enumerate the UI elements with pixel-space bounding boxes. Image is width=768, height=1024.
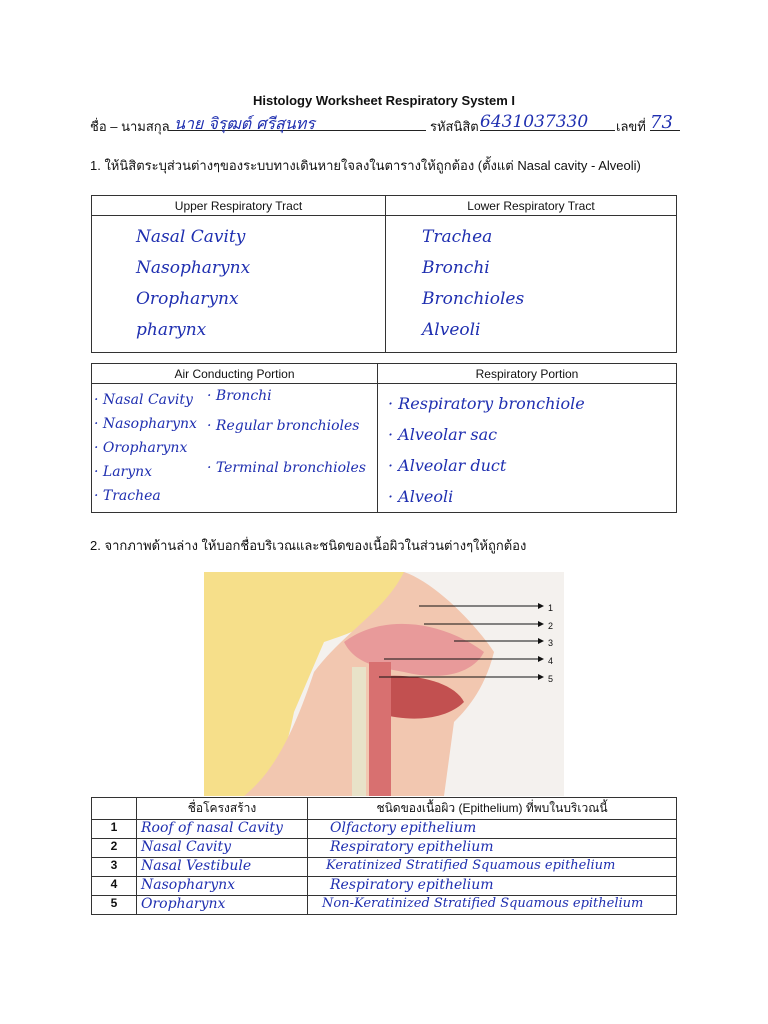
lower-item: Trachea bbox=[422, 227, 493, 247]
resp-item: · Alveolar duct bbox=[388, 456, 507, 475]
header-lower: Lower Respiratory Tract bbox=[386, 196, 677, 216]
lower-item: Alveoli bbox=[422, 320, 481, 340]
structure-cell: Nasal Vestibule bbox=[137, 858, 308, 877]
page-title: Histology Worksheet Respiratory System I bbox=[252, 93, 515, 108]
header-respiratory: Respiratory Portion bbox=[378, 364, 677, 384]
name-value: นาย จิรุฒต์ ศรีสุนทร bbox=[174, 114, 315, 133]
upper-item: Oropharynx bbox=[136, 289, 239, 309]
epithelium-table bbox=[91, 797, 677, 915]
id-value: 6431037330 bbox=[480, 112, 589, 132]
upper-item: Nasopharynx bbox=[136, 258, 251, 278]
id-field bbox=[480, 112, 615, 131]
air-item: · Terminal bronchioles bbox=[207, 460, 366, 476]
air-item: · Larynx bbox=[94, 464, 153, 480]
row-number: 3 bbox=[92, 858, 137, 877]
epithelium-cell: Respiratory epithelium bbox=[308, 839, 677, 858]
table-row bbox=[92, 877, 677, 896]
row-number: 2 bbox=[92, 839, 137, 858]
spine bbox=[352, 667, 366, 796]
upper-item: pharynx bbox=[136, 320, 207, 340]
number-label: เลขที่ bbox=[616, 119, 646, 134]
name-field bbox=[168, 112, 426, 131]
diagram-label-2: 2 bbox=[548, 620, 554, 631]
air-conducting-cell bbox=[92, 384, 377, 511]
structure-cell: Roof of nasal Cavity bbox=[137, 820, 308, 839]
air-item: · Nasopharynx bbox=[94, 416, 197, 432]
lower-list bbox=[390, 216, 672, 346]
epithelium-cell: Respiratory epithelium bbox=[308, 877, 677, 896]
diagram-label-3: 3 bbox=[548, 638, 554, 649]
resp-item: · Alveolar sac bbox=[388, 425, 498, 444]
air-item: · Oropharynx bbox=[94, 440, 188, 456]
diagram-label-1: 1 bbox=[548, 603, 554, 613]
number-field bbox=[650, 112, 680, 131]
lower-item: Bronchi bbox=[422, 258, 490, 278]
epithelium-cell: Olfactory epithelium bbox=[308, 820, 677, 839]
header-epithelium: ชนิดของเนื้อผิว (Epithelium) ที่พบในบริเวณนี้ bbox=[308, 798, 677, 820]
header-structure: ชื่อโครงสร้าง bbox=[137, 798, 308, 820]
table-row bbox=[92, 839, 677, 858]
portion-table bbox=[91, 363, 677, 513]
structure-cell: Nasopharynx bbox=[137, 877, 308, 896]
id-label: รหัสนิสิต bbox=[430, 119, 479, 134]
name-label: ชื่อ – นามสกุล bbox=[90, 119, 170, 134]
header-air-conducting: Air Conducting Portion bbox=[92, 364, 378, 384]
header-number bbox=[92, 798, 137, 820]
pharynx bbox=[369, 662, 391, 796]
resp-item: · Alveoli bbox=[388, 487, 454, 506]
epithelium-cell: Keratinized Stratified Squamous epithelium bbox=[308, 858, 677, 877]
diagram-label-4: 4 bbox=[548, 656, 554, 667]
upper-item: Nasal Cavity bbox=[136, 227, 246, 247]
air-item: · Nasal Cavity bbox=[94, 392, 193, 408]
row-number: 4 bbox=[92, 877, 137, 896]
lower-item: Bronchioles bbox=[422, 289, 525, 309]
table-row bbox=[92, 820, 677, 839]
number-value: 73 bbox=[650, 112, 673, 133]
diagram-label-5: 5 bbox=[548, 673, 554, 684]
table-row bbox=[92, 896, 677, 915]
question-2: 2. จากภาพด้านล่าง ให้บอกชื่อบริเวณและชนิดของเนื้อผิวในส่วนต่างๆให้ถูกต้อง bbox=[90, 538, 527, 553]
head-neck-diagram bbox=[204, 572, 564, 796]
table-row bbox=[92, 858, 677, 877]
row-number: 5 bbox=[92, 896, 137, 915]
respiratory-list bbox=[382, 384, 672, 512]
epithelium-cell: Non-Keratinized Stratified Squamous epithelium bbox=[308, 896, 677, 915]
structure-cell: Nasal Cavity bbox=[137, 839, 308, 858]
air-item: · Trachea bbox=[94, 488, 161, 504]
air-item: · Bronchi bbox=[207, 388, 272, 404]
header-upper: Upper Respiratory Tract bbox=[92, 196, 386, 216]
resp-item: · Respiratory bronchiole bbox=[388, 394, 585, 413]
upper-list bbox=[96, 216, 381, 346]
respiratory-tract-table bbox=[91, 195, 677, 353]
row-number: 1 bbox=[92, 820, 137, 839]
structure-cell: Oropharynx bbox=[137, 896, 308, 915]
air-item: · Regular bronchioles bbox=[207, 418, 360, 434]
question-1: 1. ให้นิสิตระบุส่วนต่างๆของระบบทางเดินหายใจลงในตารางให้ถูกต้อง (ตั้งแต่ Nasal cavity - Alveoli) bbox=[90, 158, 641, 173]
